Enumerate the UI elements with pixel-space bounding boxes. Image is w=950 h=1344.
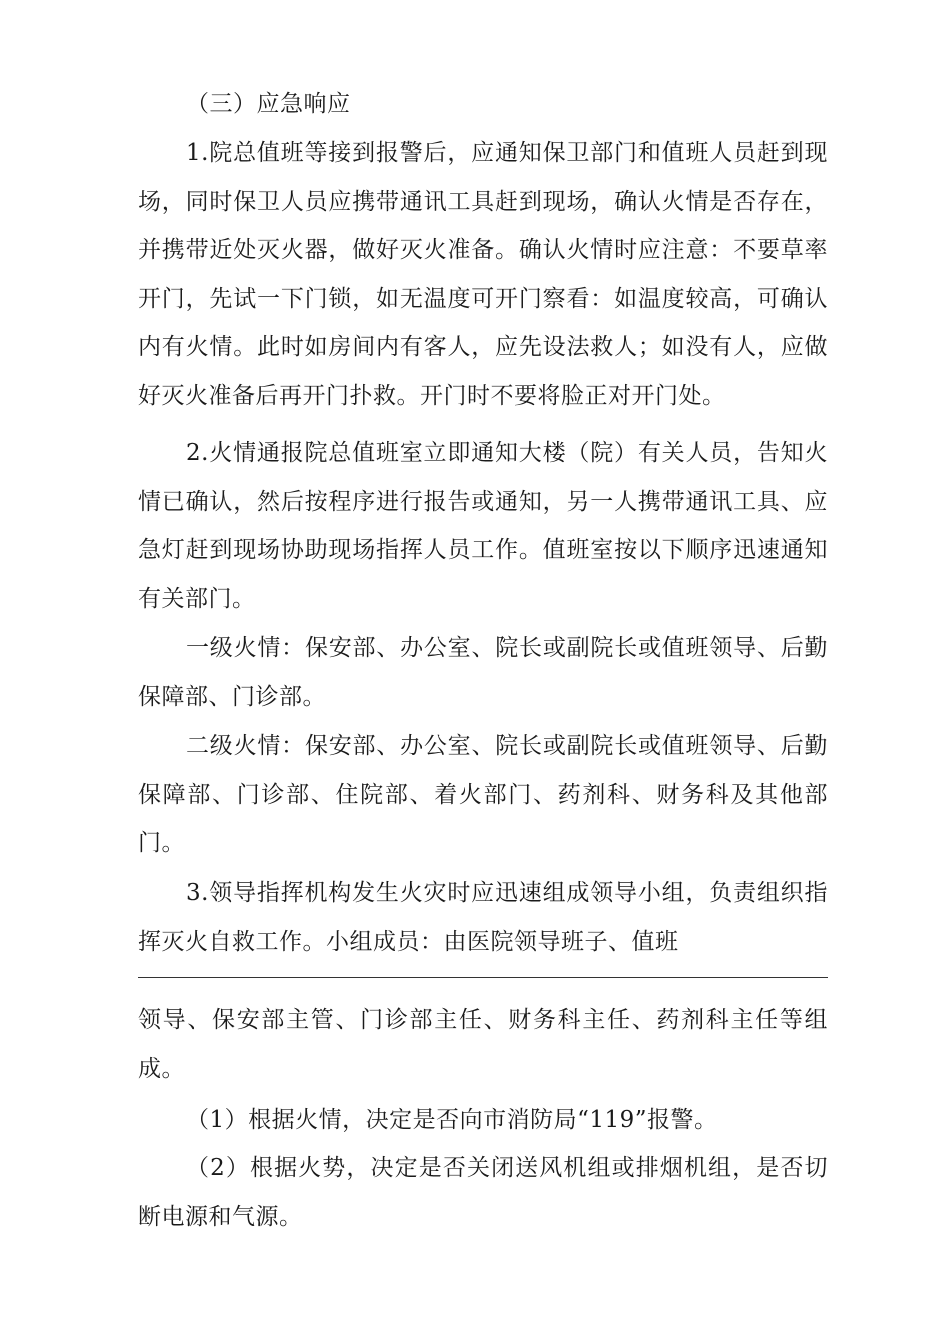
- paragraph-level-one-fire: 一级火情：保安部、办公室、院长或副院长或值班领导、后勤保障部、门诊部。: [138, 635, 828, 710]
- paragraph-level-two-fire: 二级火情：保安部、办公室、院长或副院长或值班领导、后勤保障部、门诊部、住院部、着火部门、药剂科、财务科及其他部门。: [138, 733, 828, 856]
- paragraph-group-members: 领导、保安部主管、门诊部主任、财务科主任、药剂科主任等组成。: [138, 1007, 828, 1082]
- section-heading: （三）应急响应: [186, 91, 351, 117]
- page-break-divider: [138, 977, 828, 978]
- paragraph-item-2: （2）根据火势，决定是否关闭送风机组或排烟机组，是否切断电源和气源。: [138, 1155, 828, 1230]
- paragraph-item-1: （1）根据火情，决定是否向市消防局“119”报警。: [186, 1107, 718, 1133]
- paragraph-alarm-response: 1.院总值班等接到报警后，应通知保卫部门和值班人员赶到现场，同时保卫人员应携带通讯工具赶到现场，确认火情是否存在，并携带近处灭火器，做好灭火准备。确认火情时应注意：不要草率开门，先试一下门锁，如无温度可开门察看：如温度较高，可确认内有火情。此时如房间内有客人，应先设法救人；如没有人，应做好灭火准备后再开门扑救。开门时不要将脸正对开门处。: [138, 140, 828, 409]
- paragraph-fire-notification: 2.火情通报院总值班室立即通知大楼（院）有关人员，告知火情已确认，然后按程序进行报告或通知，另一人携带通讯工具、应急灯赶到现场协助现场指挥人员工作。值班室按以下顺序迅速通知有关部门。: [138, 440, 828, 612]
- paragraph-leadership-group: 3.领导指挥机构发生火灾时应迅速组成领导小组，负责组织指挥灭火自救工作。小组成员：由医院领导班子、值班: [138, 880, 828, 955]
